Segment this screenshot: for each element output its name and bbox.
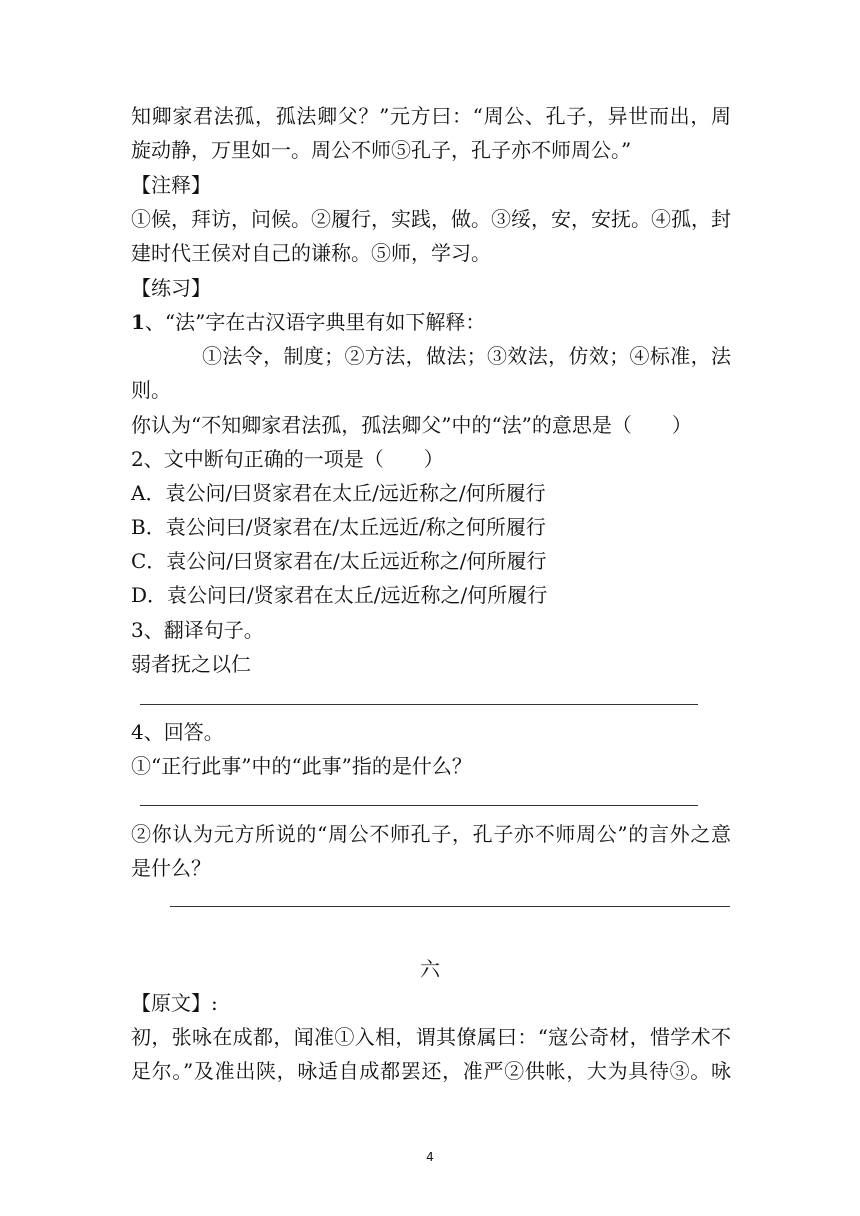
question-2-option-a: A．袁公问/曰贤家君在太丘/远近称之/何所履行 — [131, 481, 546, 505]
notes-line-2: 建时代王侯对自己的谦称。⑤师，学习。 — [131, 241, 491, 265]
question-2-option-b: B．袁公问曰/贤家君在/太丘远近/称之何所履行 — [131, 515, 546, 539]
section-6-line-1: 初，张咏在成都，闻准①入相，谓其僚属曰：“寇公奇材，惜学术不 — [131, 1025, 731, 1049]
question-3-sentence: 弱者抚之以仁 — [131, 652, 251, 676]
question-1-definitions-line-2: 则。 — [131, 378, 171, 402]
question-2-stem: 2、文中断句正确的一项是（ ） — [131, 447, 444, 471]
question-2-option-d: D．袁公问曰/贤家君在太丘/远近称之/何所履行 — [131, 583, 548, 607]
question-3-stem: 3、翻译句子。 — [131, 618, 264, 642]
question-1-stem — [131, 305, 731, 339]
question-4-stem: 4、回答。 — [131, 720, 224, 744]
page-number: 4 — [426, 1150, 434, 1164]
answer-line-4-2 — [170, 906, 730, 907]
answer-line-4-1 — [140, 805, 698, 806]
passage-line-2: 旋动静，万里如一。周公不师⑤孔子，孔子亦不师周公。” — [131, 138, 632, 162]
question-4-sub-2-line-2: 是什么？ — [131, 856, 211, 880]
notes-heading: 【注释】 — [131, 173, 211, 197]
section-6-heading: 【原文】: — [131, 991, 218, 1015]
passage-line-1: 知卿家君法孤，孤法卿父？”元方曰：“周公、孔子，异世而出，周 — [131, 104, 731, 128]
section-6-title: 六 — [420, 957, 440, 981]
question-1-ask: 你认为“不知卿家君法孤，孤法卿父”中的“法”的意思是（ ） — [131, 413, 692, 437]
question-1-number: 1 — [131, 310, 145, 334]
question-4-sub-2-line-1: ②你认为元方所说的“周公不师孔子，孔子亦不师周公”的言外之意 — [131, 822, 731, 846]
question-1-definitions-line-1: ①法令，制度；②方法，做法；③效法，仿效；④标准，法 — [202, 344, 731, 368]
notes-line-1: ①候，拜访，问候。②履行，实践，做。③绥，安，安抚。④孤，封 — [131, 207, 731, 231]
answer-line-3 — [140, 704, 698, 705]
exercises-heading: 【练习】 — [131, 276, 211, 300]
question-4-sub-1: ①“正行此事”中的“此事”指的是什么？ — [131, 754, 472, 778]
question-1-text: 、“法”字在古汉语字典里有如下解释： — [144, 310, 486, 334]
question-2-option-c: C．袁公问/曰贤家君在/太丘远近称之/何所履行 — [131, 549, 547, 573]
section-6-line-2: 足尔。”及准出陕，咏适自成都罢还，准严②供帐，大为具待③。咏 — [131, 1059, 731, 1083]
